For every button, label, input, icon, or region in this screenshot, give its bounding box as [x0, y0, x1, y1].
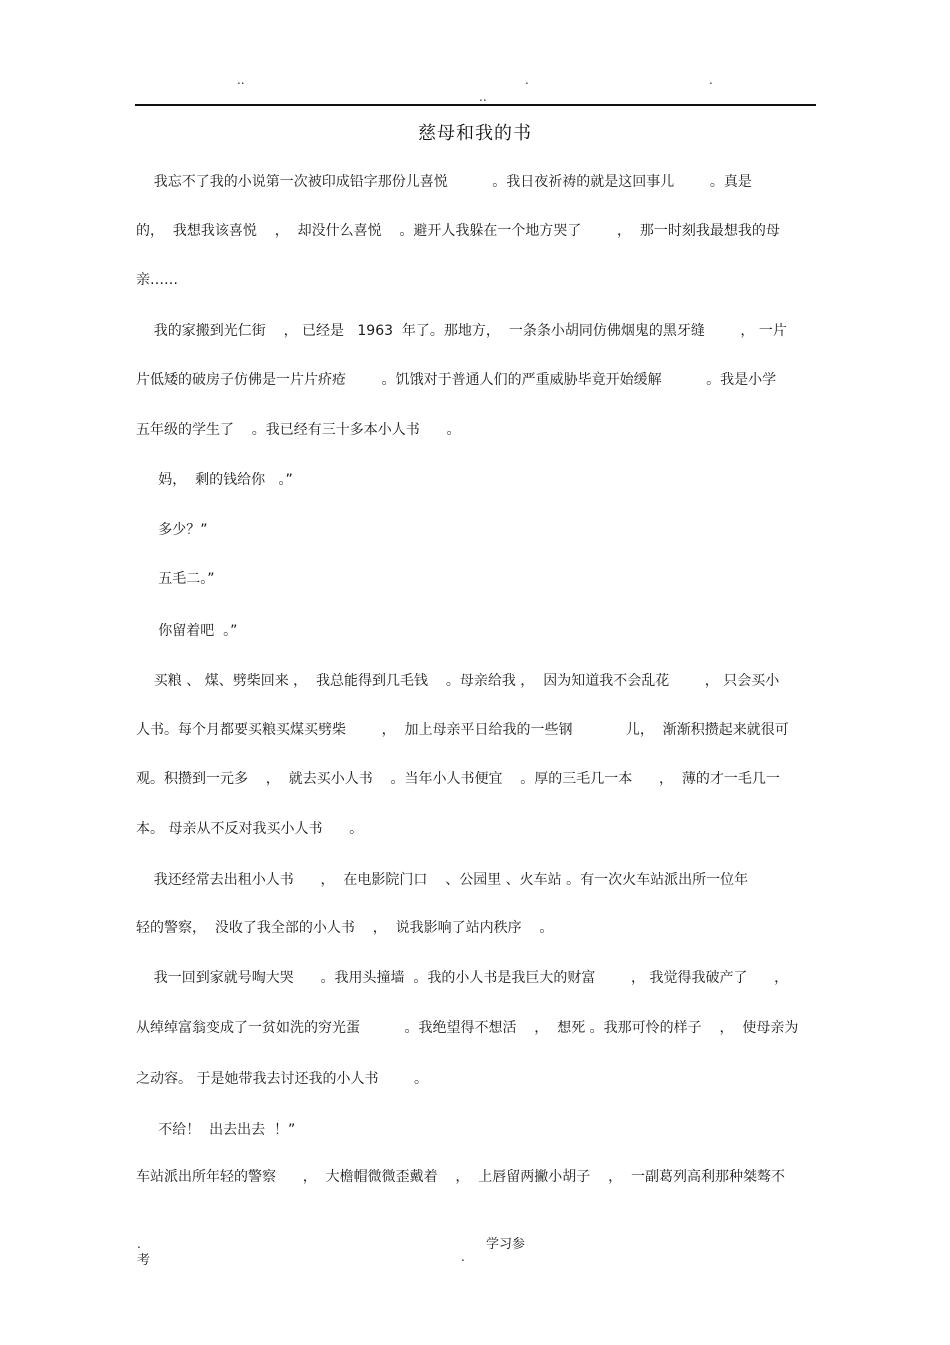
- text-line: 多少？”: [136, 522, 208, 538]
- text-line: 妈， 剩的钱给你 。”: [136, 472, 293, 488]
- text-line: 人书。每个月都要买粮买煤买劈柴 ， 加上母亲平日给我的一些钢 儿， 渐渐积攒起来就很可: [136, 722, 789, 738]
- text-line: 从绰绰富翁变成了一贫如洗的穷光蛋 。我绝望得不想活 ， 想死 。我那可怜的样子 ， 使母亲为: [136, 1020, 799, 1036]
- text-line: 亲……: [136, 272, 178, 288]
- text-line: 我的家搬到光仁街 ， 已经是 1963 年了。那地方， 一条条小胡同仿佛烟鬼的黑牙缝 ， 一片: [136, 323, 787, 339]
- text-line: 的， 我想我该喜悦 ， 却没什么喜悦 。避开人我躲在一个地方哭了 ， 那一时刻我最想我的母: [136, 223, 780, 239]
- footer-text-left: 考: [137, 1253, 151, 1268]
- header-dot-4: ..: [479, 90, 487, 104]
- footer-text: 学习参: [486, 1237, 526, 1252]
- text-line: 买粮 、 煤、劈柴回来 ， 我总能得到几毛钱 。母亲给我 ， 因为知道我不会乱花 ， 只会买小: [136, 673, 780, 689]
- text-line: 我还经常去出租小人书 ， 在电影院门口 、公园里 、火车站 。有一次火车站派出所一位年: [136, 872, 749, 888]
- text-line: 五年级的学生了 。我已经有三十多本小人书 。: [136, 422, 461, 438]
- header-rule: [135, 104, 816, 106]
- text-line: 五毛二。”: [136, 571, 215, 587]
- header-dot-3: .: [709, 73, 713, 87]
- footer-dot: .: [461, 1250, 465, 1264]
- text-line: 不给！ 出去出去 ！”: [136, 1122, 296, 1138]
- text-line: 我一回到家就号啕大哭 。我用头撞墙 。我的小人书是我巨大的财富 ， 我觉得我破产了 ，: [136, 970, 789, 986]
- text-line: 本。 母亲从不反对我买小人书 。: [136, 821, 364, 837]
- text-line: 我忘不了我的小说第一次被印成铅字那份儿喜悦 。我日夜祈祷的就是这回事儿 。真是: [136, 174, 752, 190]
- text-line: 车站派出所年轻的警察 ， 大檐帽微微歪戴着 ， 上唇留两撇小胡子 ， 一副葛列高利那种桀骜不: [136, 1169, 786, 1185]
- text-line: 观。积攒到一元多 ， 就去买小人书 。当年小人书便宜 。厚的三毛几一本 ， 薄的才一毛几一: [136, 771, 780, 787]
- text-line: 片低矮的破房子仿佛是一片片疥疮 。饥饿对于普通人们的严重威胁毕竟开始缓解 。我是小学: [136, 372, 777, 388]
- header-dot-1: ..: [237, 73, 245, 87]
- header-dot-2: .: [525, 73, 529, 87]
- text-line: 你留着吧 。”: [136, 623, 238, 639]
- footer-dot: .: [137, 1237, 141, 1251]
- text-line: 轻的警察， 没收了我全部的小人书 ， 说我影响了站内秩序 。: [136, 920, 554, 936]
- text-line: 之动容。 于是她带我去讨还我的小人书 。: [136, 1071, 429, 1087]
- page-title: 慈母和我的书: [418, 123, 532, 144]
